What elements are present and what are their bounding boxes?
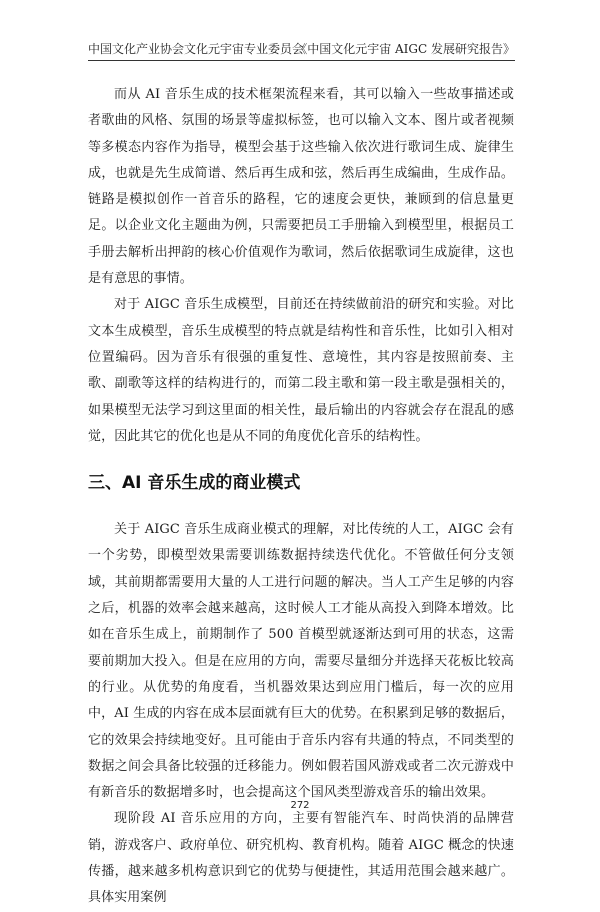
page-header [88, 38, 515, 61]
header-report-title: 《中国文化元宇宙 AIGC 发展研究报告》 [295, 42, 515, 56]
header-organization: 中国文化产业协会文化元宇宙专业委员会 [88, 42, 305, 56]
paragraph-framework: 而从 AI 音乐生成的技术框架流程来看，其可以输入一些故事描述或者歌曲的风格、氛围的场景等虚拟标签，也可以输入文本、图片或者视频等多模态内容作为指导，模型会基于这些输入依次进行歌词生成、旋律生成，也就是先生成简谱、然后再生成和弦，然后再生成编曲，生成作品。链路是模拟创作一首音乐的路程，它的速度会更快，兼顾到的信息量更足。以企业文化主题曲为例，只需要把员工手册输入到模型里，根据员工手册去解析出押韵的核心价值观作为歌词，然后依据歌词生成旋律，这也是有意思的事情。 [88, 87, 514, 287]
paragraph-business-model: 关于 AIGC 音乐生成商业模式的理解，对比传统的人工，AIGC 会有一个劣势，即模型效果需要训练数据持续迭代优化。不管做任何分支领域，其前期都需要用大量的人工进行问题的解决。当人工产生足够的内容之后，机器的效率会越来越高，这时候人工才能从高投入到降本增效。比如在音乐生成上，前期制作了 500 首模型就逐渐达到可用的状态，这需要前期加大投入。但是在应用的方向，需要尽量细分并选择天花板比较高的行业。从优势的角度看，当机器效果达到应用门槛后，每一次的应用中，AI 生成的内容在成本层面就有巨大的优势。在积累到足够的数据后，它的效果会持续地变好。且可能由于音乐内容有共通的特点，不同类型的数据之间会具备比较强的迁移能力。例如假若国风游戏或者二次元游戏中有新音乐的数据增多时，也会提高这个国风类型游戏音乐的输出效果。 [88, 522, 514, 801]
page-number: 272 [290, 800, 310, 811]
section-heading: 三、AI 音乐生成的商业模式 [88, 473, 301, 494]
paragraph-applications: 现阶段 AI 音乐应用的方向，主要有智能汽车、时尚快消的品牌营销，游戏客户、政府单位、研究机构、教育机构。随着 AIGC 概念的快速传播，越来越多机构意识到它的优势与便捷性，其适用范围会越来越广。具体实用案例 [88, 811, 514, 906]
page-body [88, 82, 514, 912]
paragraph-model-research: 对于 AIGC 音乐生成模型，目前还在持续做前沿的研究和实验。对比文本生成模型，音乐生成模型的特点就是结构性和音乐性，比如引入相对位置编码。因为音乐有很强的重复性、意境性，其内容是按照前奏、主歌、副歌等这样的结构进行的，而第二段主歌和第一段主歌是强相关的，如果模型无法学习到这里面的相关性，最后输出的内容就会存在混乱的感觉，因此其它的优化也是从不同的角度优化音乐的结构性。 [88, 297, 514, 444]
